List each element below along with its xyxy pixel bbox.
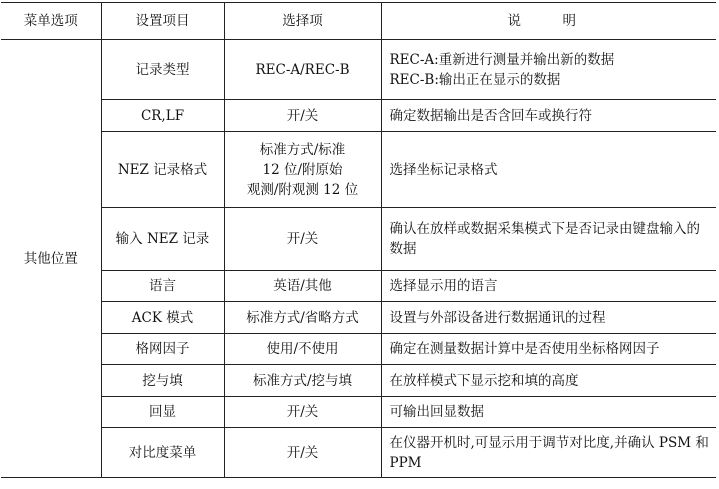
setting-description: REC-A:重新进行测量并输出新的数据 REC-B:输出正在显示的数据 — [381, 40, 716, 100]
setting-options: 标准方式/挖与填 — [224, 365, 381, 397]
group-label: 其他位置 — [1, 40, 101, 478]
setting-item: ACK 模式 — [101, 302, 224, 334]
header-menu-option: 菜单选项 — [1, 3, 101, 40]
setting-item: NEZ 记录格式 — [101, 132, 224, 208]
setting-options: 开/关 — [224, 100, 381, 132]
table-row — [1, 208, 716, 271]
setting-options: 标准方式/标准 12 位/附原始 观测/附观测 12 位 — [224, 132, 381, 208]
setting-options: 标准方式/省略方式 — [224, 302, 381, 334]
setting-options: REC-A/REC-B — [224, 40, 381, 100]
header-selection: 选择项 — [224, 3, 381, 40]
setting-item: 语言 — [101, 271, 224, 302]
setting-description: 设置与外部设备进行数据通讯的过程 — [381, 302, 716, 334]
setting-description: 选择坐标记录格式 — [381, 132, 716, 208]
table-row — [1, 132, 716, 208]
setting-options: 开/关 — [224, 208, 381, 271]
setting-options: 开/关 — [224, 397, 381, 428]
setting-description: 选择显示用的语言 — [381, 271, 716, 302]
table-row — [1, 334, 716, 365]
setting-item: 格网因子 — [101, 334, 224, 365]
setting-item: 挖与填 — [101, 365, 224, 397]
setting-description: 确定在测量数据计算中是否使用坐标格网因子 — [381, 334, 716, 365]
table-row — [1, 302, 716, 334]
setting-description: 在仪器开机时,可显示用于调节对比度,并确认 PSM 和 PPM — [381, 428, 716, 478]
table-row — [1, 100, 716, 132]
setting-item: 对比度菜单 — [101, 428, 224, 478]
table-row — [1, 397, 716, 428]
setting-options: 英语/其他 — [224, 271, 381, 302]
table-row — [1, 365, 716, 397]
setting-item: 记录类型 — [101, 40, 224, 100]
setting-options: 使用/不使用 — [224, 334, 381, 365]
setting-item: 输入 NEZ 记录 — [101, 208, 224, 271]
table-row — [1, 271, 716, 302]
settings-table — [1, 2, 716, 478]
setting-description: 确认在放样或数据采集模式下是否记录由键盘输入的数据 — [381, 208, 716, 271]
table-row — [1, 40, 716, 100]
setting-description: 可输出回显数据 — [381, 397, 716, 428]
header-description: 说 明 — [381, 3, 716, 40]
setting-description: 确定数据输出是否含回车或换行符 — [381, 100, 716, 132]
header-setting-item: 设置项目 — [101, 3, 224, 40]
setting-item: 回显 — [101, 397, 224, 428]
header-row — [1, 3, 716, 40]
table-row — [1, 428, 716, 478]
setting-item: CR,LF — [101, 100, 224, 132]
setting-options: 开/关 — [224, 428, 381, 478]
setting-description: 在放样模式下显示挖和填的高度 — [381, 365, 716, 397]
